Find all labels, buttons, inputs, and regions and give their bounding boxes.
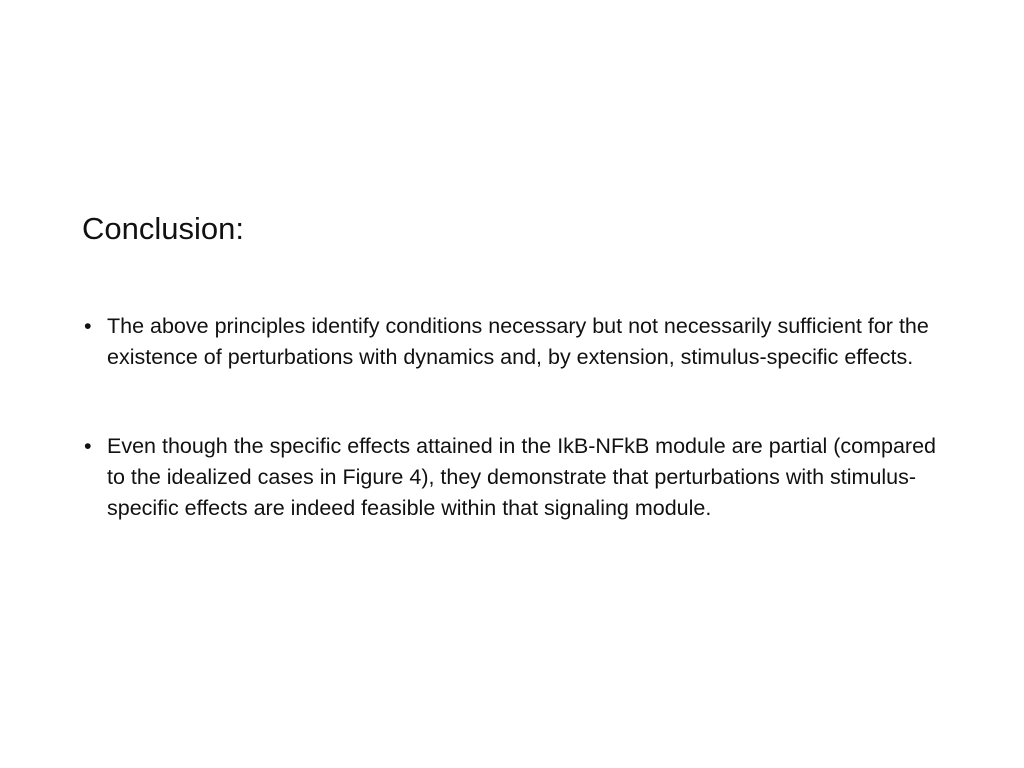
bullet-text: The above principles identify conditions necessary but not necessarily sufficient for the existence of perturbations with dynamics and, by extension, stimulus-specific effects. <box>107 314 929 369</box>
bullet-item <box>82 431 942 524</box>
bullet-text: Even though the specific effects attained in the IkB-NFkB module are partial (compared to the idealized cases in Figure 4), they demonstrate that perturbations with stimulus-specific effects are indeed feasible within that signaling module. <box>107 434 936 520</box>
bullet-icon: • <box>84 314 92 338</box>
bullet-icon: • <box>84 434 92 458</box>
slide-title: Conclusion: <box>82 211 244 246</box>
bullet-item <box>82 311 942 373</box>
bullet-list <box>82 311 942 524</box>
